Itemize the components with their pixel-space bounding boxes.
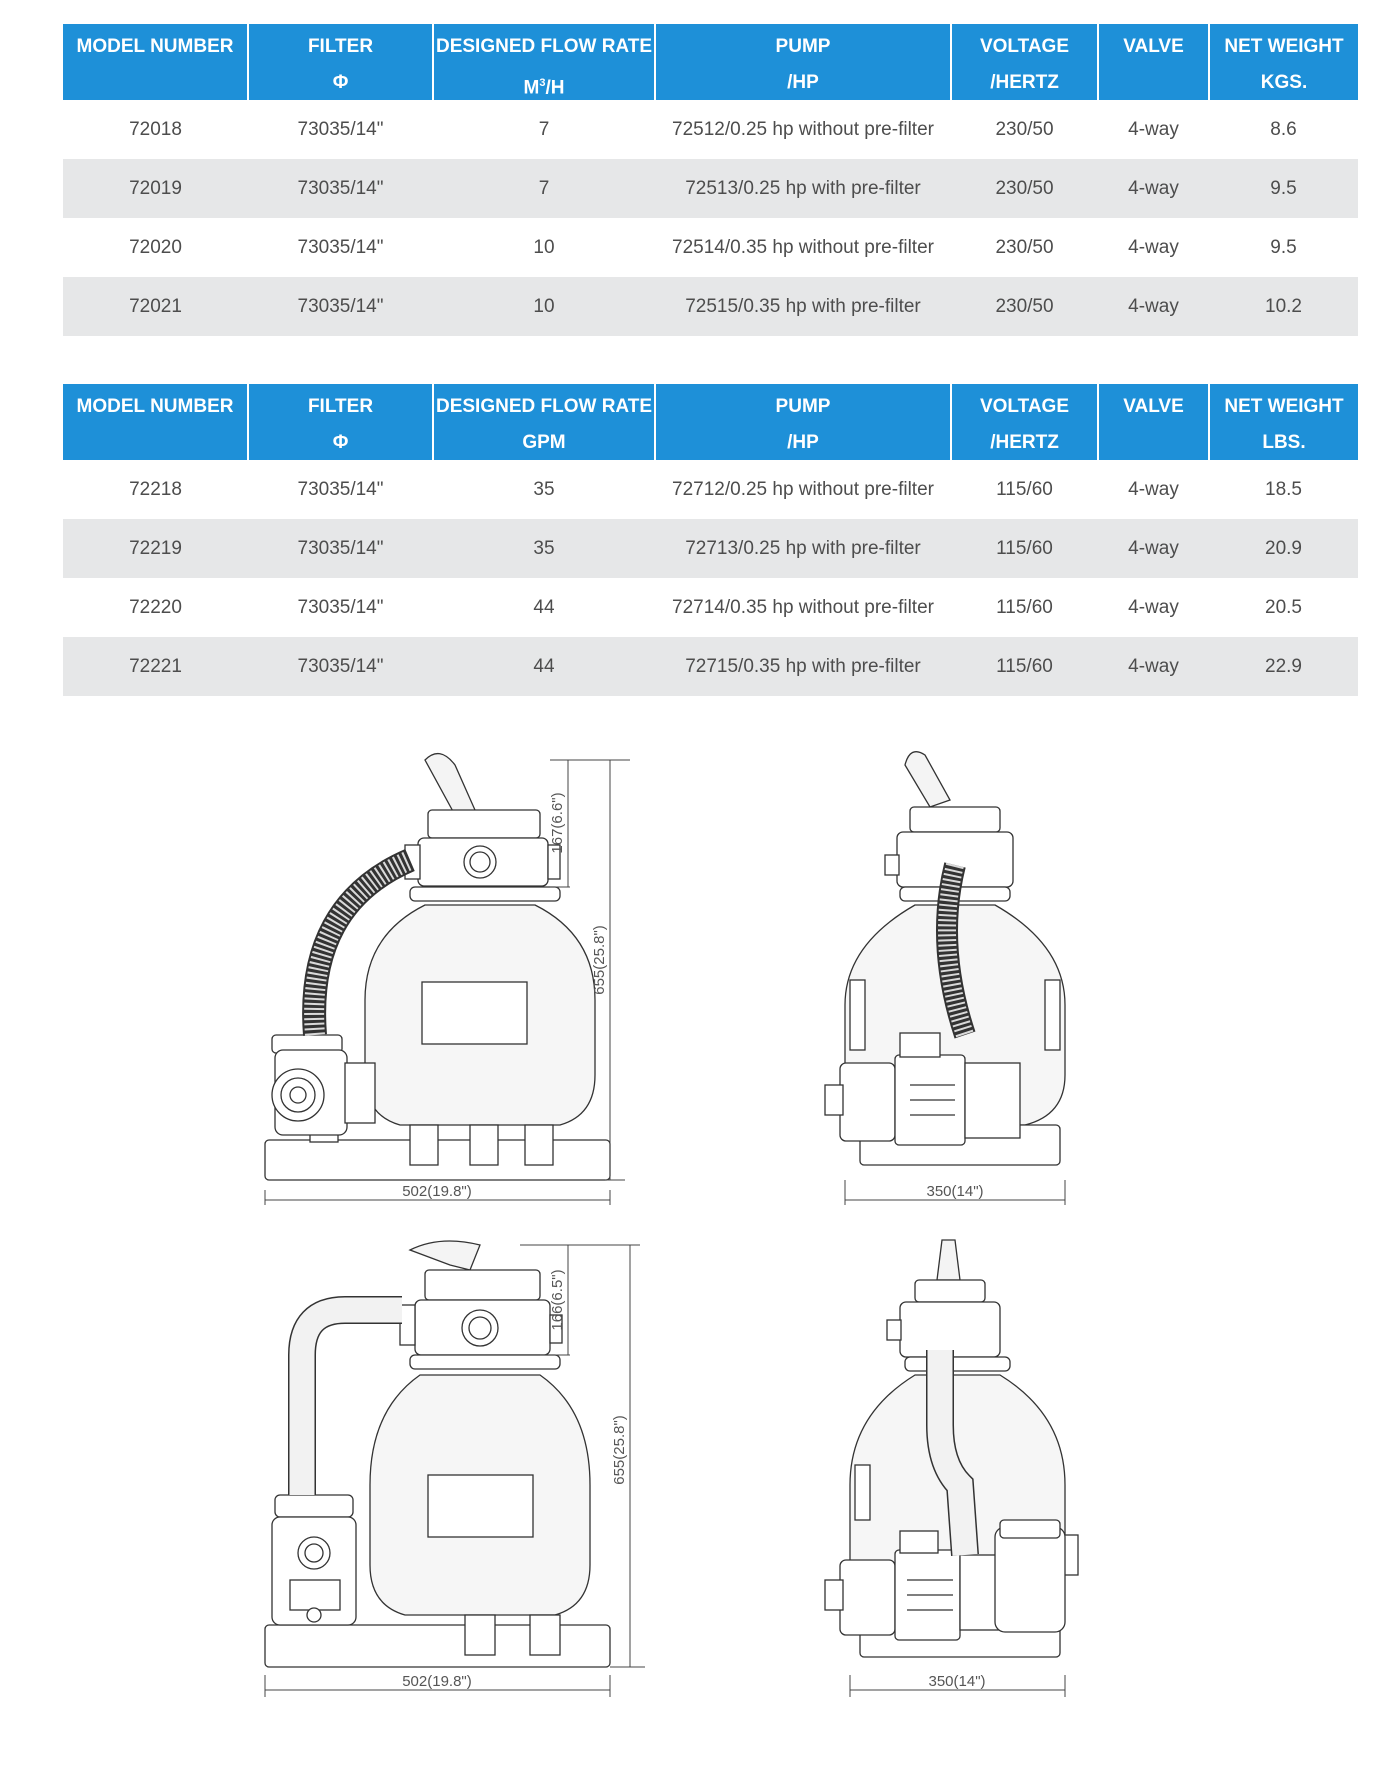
cell-valve: 4-way xyxy=(1098,637,1209,696)
cell-filter: 73035/14" xyxy=(297,118,384,140)
cell-weight: 10.2 xyxy=(1209,277,1358,336)
header-flow-rate: DESIGNED FLOW RATE GPM xyxy=(433,384,655,460)
cell-model: 72020 xyxy=(129,236,182,258)
cell-pump: 72513/0.25 hp with pre-filter xyxy=(655,159,951,218)
cell-pump: 72714/0.35 hp without pre-filter xyxy=(672,596,934,618)
cell-flow: 10 xyxy=(533,236,555,258)
header-net-weight: NET WEIGHT LBS. xyxy=(1209,384,1358,460)
cell-model: 72018 xyxy=(129,118,182,140)
cell-flow: 10 xyxy=(433,277,655,336)
cell-model: 72019 xyxy=(63,159,248,218)
cell-voltage: 230/50 xyxy=(951,159,1098,218)
cell-weight: 22.9 xyxy=(1209,637,1358,696)
dim-total-width: 502(19.8") xyxy=(402,1183,472,1200)
cell-model: 72221 xyxy=(63,637,248,696)
dim-valve-height: 167(6.6") xyxy=(549,792,566,854)
header-voltage: VOLTAGE /HERTZ xyxy=(951,24,1098,100)
header-valve: VALVE xyxy=(1098,24,1209,100)
drawing-front-view-hose xyxy=(815,745,1095,1205)
header-pump: PUMP /HP xyxy=(655,384,951,460)
header-model-number: MODEL NUMBER xyxy=(63,24,248,100)
cell-filter: 73035/14" xyxy=(248,159,433,218)
cell-pump: 72514/0.35 hp without pre-filter xyxy=(672,236,934,258)
cell-filter: 73035/14" xyxy=(248,637,433,696)
cell-pump: 72712/0.25 hp without pre-filter xyxy=(672,478,934,500)
dim-total-height: 655(25.8") xyxy=(591,925,608,995)
cell-flow: 44 xyxy=(533,596,555,618)
header-pump: PUMP /HP xyxy=(655,24,951,100)
cell-flow: 35 xyxy=(533,478,555,500)
table-row xyxy=(63,519,1358,578)
table-row xyxy=(63,637,1358,696)
cell-filter: 73035/14" xyxy=(248,277,433,336)
table-row xyxy=(63,218,1358,277)
flow-unit-m3h: $M^3/H$ xyxy=(523,77,565,99)
cell-valve: 4-way xyxy=(1098,277,1209,336)
cell-valve: 4-way xyxy=(1128,478,1179,500)
cell-filter: 73035/14" xyxy=(248,519,433,578)
cell-model: 72220 xyxy=(129,596,182,618)
cell-voltage: 230/50 xyxy=(995,236,1054,258)
cell-voltage: 230/50 xyxy=(951,277,1098,336)
dim-total-width: 502(19.8") xyxy=(402,1673,472,1690)
cell-pump: 72715/0.35 hp with pre-filter xyxy=(655,637,951,696)
cell-voltage: 115/60 xyxy=(996,596,1053,618)
cell-flow: 7 xyxy=(538,118,550,140)
cell-weight: 9.5 xyxy=(1209,159,1358,218)
cell-pump: 72512/0.25 hp without pre-filter xyxy=(672,118,934,140)
table-row xyxy=(63,100,1358,159)
dim-valve-height: 166(6.5") xyxy=(549,1269,566,1331)
cell-flow: 35 xyxy=(433,519,655,578)
table-row xyxy=(63,277,1358,336)
imperial-header-row xyxy=(63,384,1358,460)
imperial-spec-table xyxy=(63,384,1358,696)
cell-voltage: 115/60 xyxy=(951,519,1098,578)
table-row xyxy=(63,578,1358,637)
header-net-weight: NET WEIGHT KGS. xyxy=(1209,24,1358,100)
cell-weight: 20.5 xyxy=(1265,596,1302,618)
header-filter: FILTER Φ xyxy=(248,384,433,460)
dim-total-width: 350(14") xyxy=(928,1673,986,1690)
drawing-side-view-prefilter xyxy=(250,1235,650,1705)
drawing-front-view-prefilter xyxy=(815,1235,1105,1705)
cell-flow: 7 xyxy=(433,159,655,218)
cell-flow: 44 xyxy=(433,637,655,696)
cell-pump: 72713/0.25 hp with pre-filter xyxy=(655,519,951,578)
cell-weight: 8.6 xyxy=(1270,118,1297,140)
cell-valve: 4-way xyxy=(1128,596,1179,618)
cell-filter: 73035/14" xyxy=(297,236,384,258)
drawing-side-view-hose xyxy=(250,745,650,1205)
cell-model: 72218 xyxy=(129,478,182,500)
dim-total-width: 350(14") xyxy=(926,1183,984,1200)
cell-valve: 4-way xyxy=(1098,159,1209,218)
cell-pump: 72515/0.35 hp with pre-filter xyxy=(655,277,951,336)
header-model-number: MODEL NUMBER xyxy=(63,384,248,460)
cell-voltage: 115/60 xyxy=(996,478,1053,500)
cell-model: 72021 xyxy=(63,277,248,336)
metric-header-row xyxy=(63,24,1358,100)
header-filter: FILTER Φ xyxy=(248,24,433,100)
cell-weight: 20.9 xyxy=(1209,519,1358,578)
cell-valve: 4-way xyxy=(1128,118,1179,140)
cell-model: 72219 xyxy=(63,519,248,578)
table-row xyxy=(63,159,1358,218)
cell-valve: 4-way xyxy=(1128,236,1179,258)
header-valve: VALVE xyxy=(1098,384,1209,460)
cell-weight: 18.5 xyxy=(1265,478,1302,500)
cell-filter: 73035/14" xyxy=(297,596,384,618)
table-row xyxy=(63,460,1358,519)
header-flow-rate: DESIGNED FLOW RATE $M^3/H$ xyxy=(433,24,655,100)
header-voltage: VOLTAGE /HERTZ xyxy=(951,384,1098,460)
cell-voltage: 115/60 xyxy=(951,637,1098,696)
cell-filter: 73035/14" xyxy=(297,478,384,500)
cell-valve: 4-way xyxy=(1098,519,1209,578)
cell-voltage: 230/50 xyxy=(995,118,1054,140)
dim-total-height: 655(25.8") xyxy=(611,1415,628,1485)
cell-weight: 9.5 xyxy=(1270,236,1297,258)
metric-spec-table xyxy=(63,24,1358,336)
